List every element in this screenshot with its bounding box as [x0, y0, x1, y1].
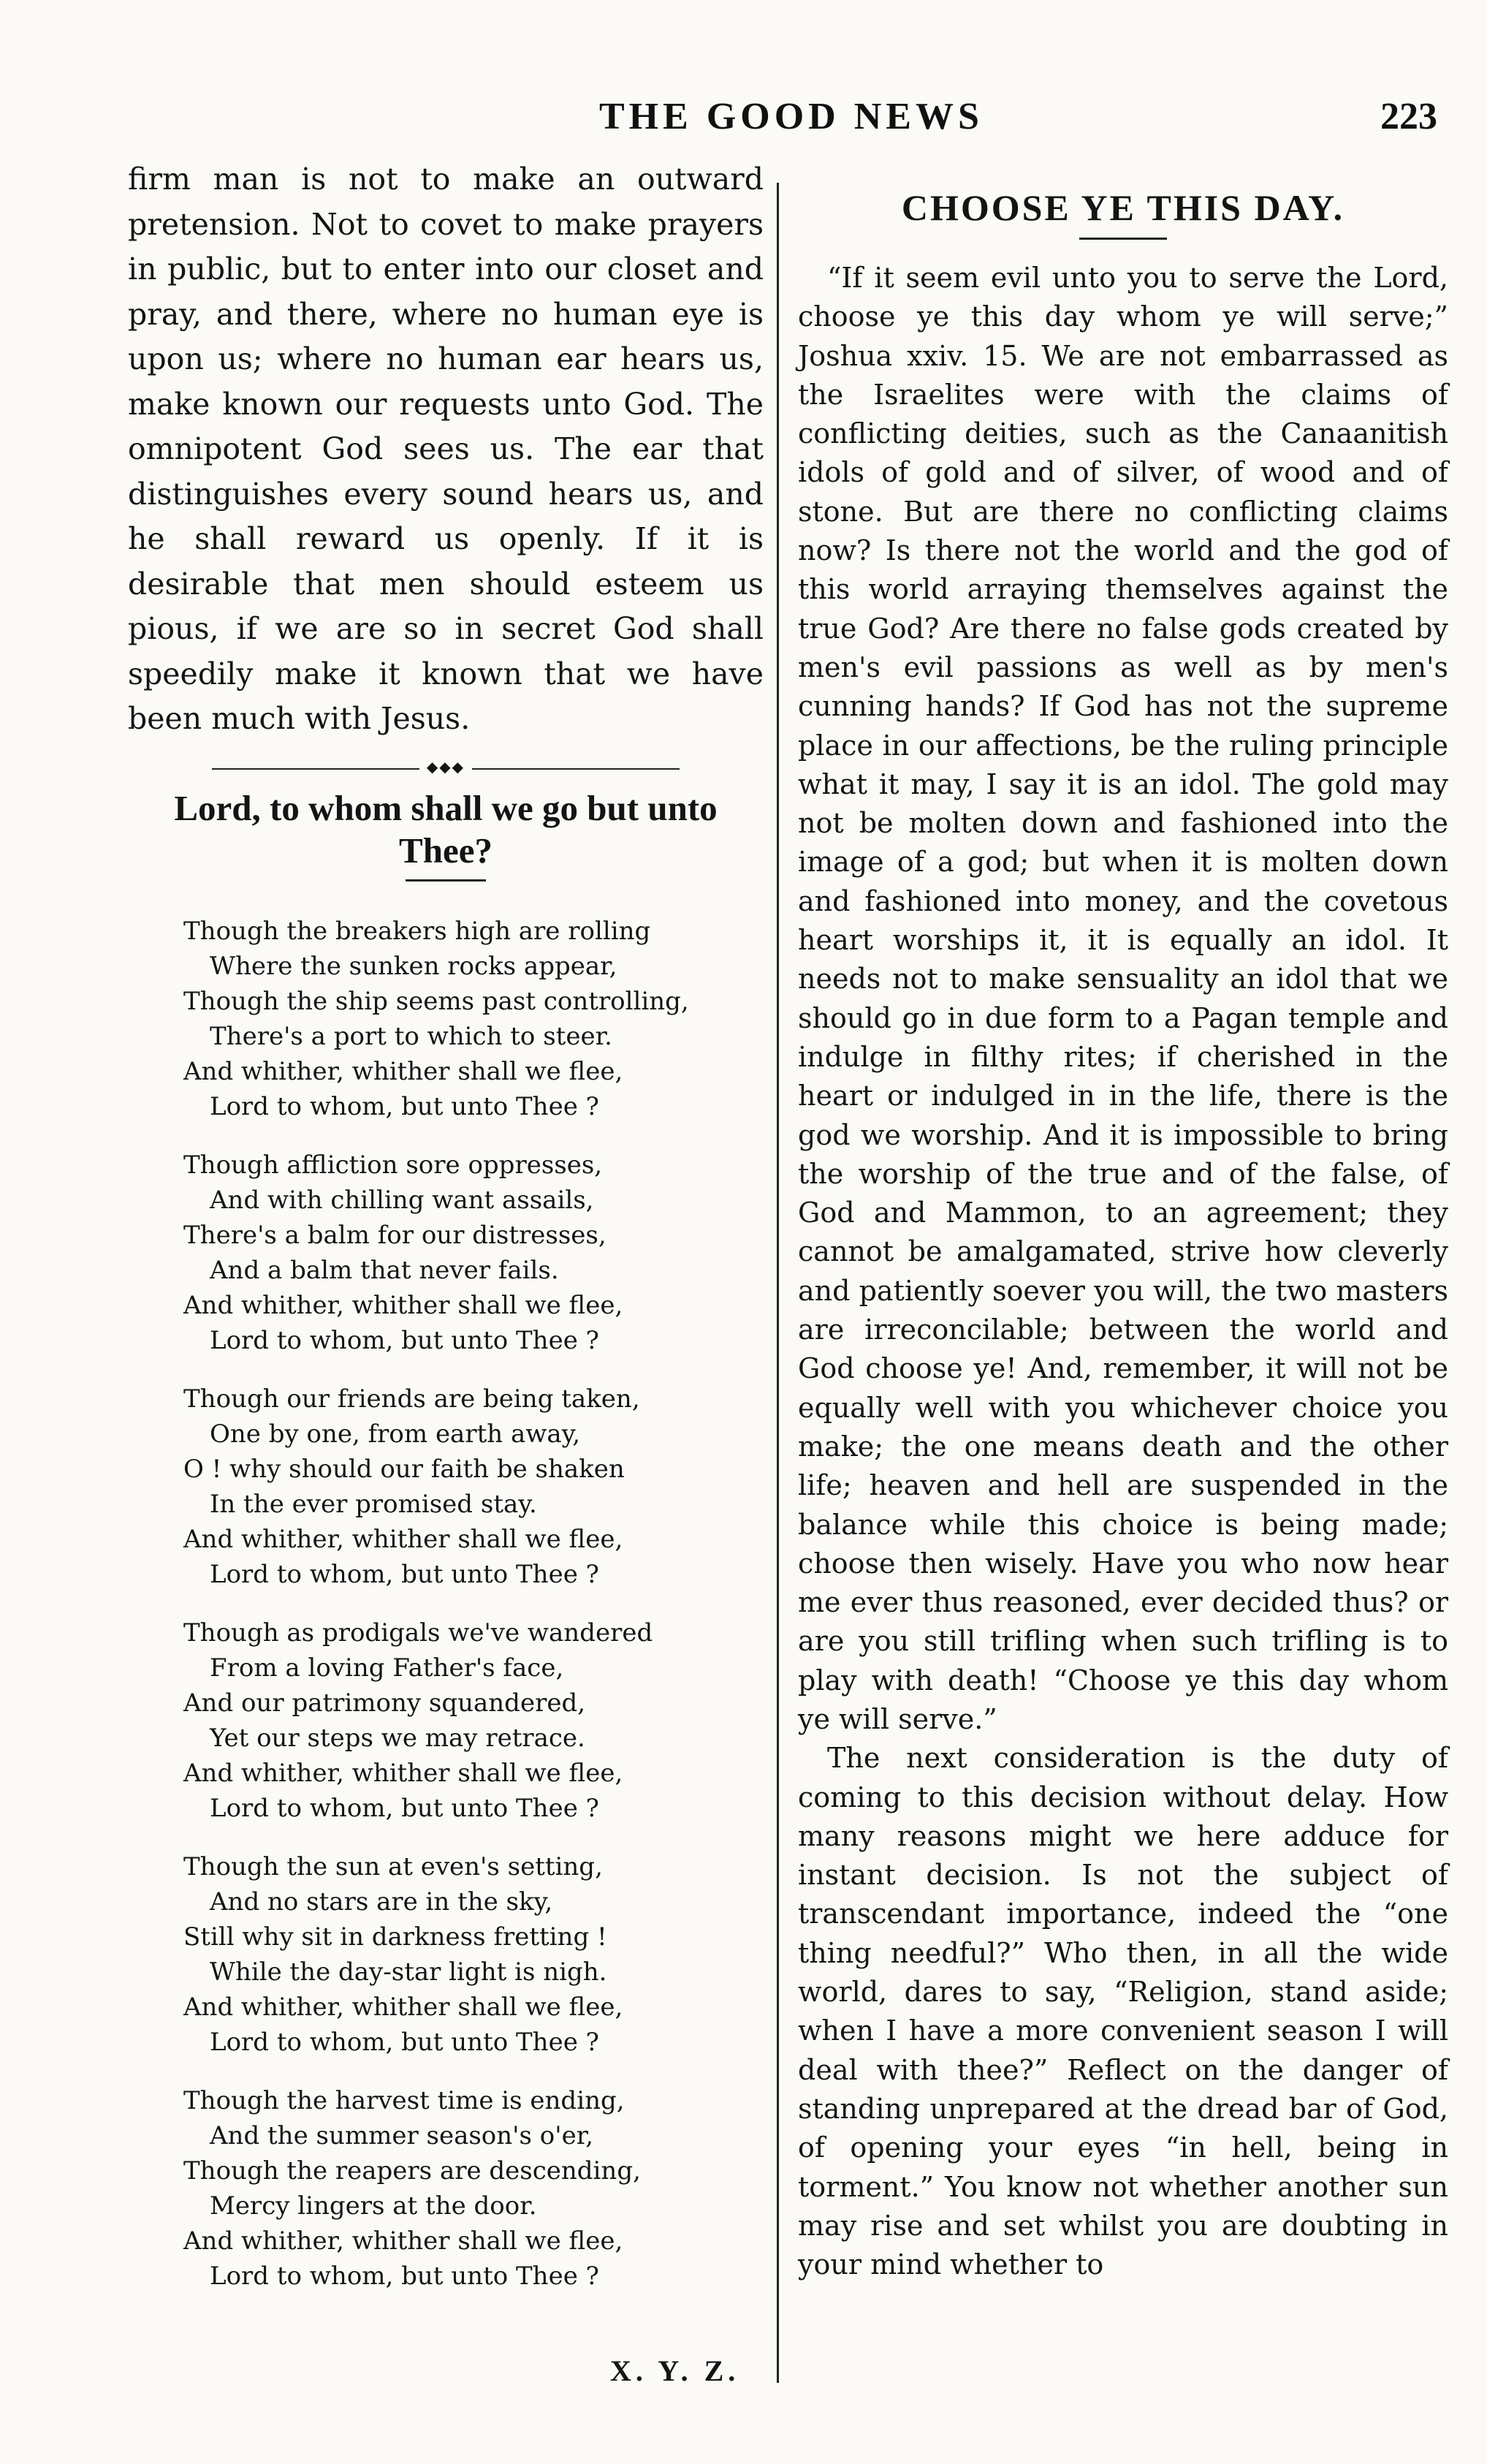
stanza-4 [183, 1615, 764, 1826]
verse-line: Lord to whom, but unto Thee ? [210, 1793, 599, 1823]
verse-line: Lord to whom, but unto Thee ? [210, 1325, 599, 1355]
verse-line: Though our friends are being taken, [183, 1384, 640, 1414]
verse-line: One by one, from earth away, [210, 1419, 581, 1449]
verse-line: There's a port to which to steer. [210, 1021, 612, 1051]
verse-line: And whither, whither shall we flee, [183, 1758, 623, 1788]
article-title-rule [1079, 238, 1167, 240]
divider-ornament: ◆◆◆ [419, 756, 472, 778]
verse-line: Mercy lingers at the door. [210, 2191, 537, 2221]
verse-line: And whither, whither shall we flee, [183, 1524, 623, 1554]
verse-line: And whither, whither shall we flee, [183, 1290, 623, 1320]
stanza-5 [183, 1849, 764, 2060]
verse-line: Lord to whom, but unto Thee ? [210, 2261, 599, 2291]
left-column [128, 157, 764, 2317]
verse-line: Lord to whom, but unto Thee ? [210, 1091, 599, 1121]
verse-line: And our patrimony squandered, [183, 1688, 586, 1718]
verse-line: And whither, whither shall we flee, [183, 2226, 623, 2256]
verse-line: Lord to whom, but unto Thee ? [210, 1559, 599, 1589]
verse-line: O ! why should our faith be shaken [183, 1454, 625, 1484]
verse-line: Still why sit in darkness fretting ! [183, 1922, 607, 1952]
verse-line: And a balm that never fails. [210, 1255, 559, 1285]
stanza-2 [183, 1148, 764, 1358]
verse-line: Lord to whom, but unto Thee ? [210, 2027, 599, 2057]
verse-line: Though the sun at even's setting, [183, 1851, 603, 1881]
poem-title: Lord, to whom shall we go but unto Thee? [174, 787, 718, 871]
column-divider [777, 183, 779, 2383]
poem-title-rule [406, 879, 486, 882]
verse-line: In the ever promised stay. [210, 1489, 537, 1519]
verse-line: And whither, whither shall we flee, [183, 1992, 623, 2022]
verse-line: And whither, whither shall we flee, [183, 1056, 623, 1086]
verse-line: There's a balm for our distresses, [183, 1220, 606, 1250]
poem-signature: X. Y. Z. [610, 2354, 740, 2387]
stanza-6 [183, 2083, 764, 2294]
verse-line: And the summer season's o'er, [210, 2120, 594, 2150]
poem [183, 914, 764, 2294]
verse-line: While the day-star light is nigh. [210, 1957, 607, 1987]
article-title: CHOOSE YE THIS DAY. [901, 187, 1345, 228]
verse-line: Where the sunken rocks appear, [210, 951, 617, 981]
running-head: THE GOOD NEWS [599, 96, 984, 137]
verse-line: Though affliction sore oppresses, [183, 1150, 603, 1180]
verse-line: Though as prodigals we've wandered [183, 1618, 653, 1648]
section-divider [212, 757, 680, 776]
verse-line: Though the harvest time is ending, [183, 2085, 625, 2115]
verse-line: Though the reapers are descending, [183, 2156, 641, 2186]
verse-line: Though the breakers high are rolling [183, 916, 651, 946]
verse-line: From a loving Father's face, [210, 1653, 564, 1683]
verse-line: Yet our steps we may retrace. [210, 1723, 585, 1753]
stanza-3 [183, 1381, 764, 1592]
article-paragraph-2: The next consideration is the duty of coming to this decision without delay. How many reasons might we here adduce for instant decision. Is not the subject of transcendant importance, indeed the “one thing needful?” Who then, in all the wide world, dares to say, “Religion, stand aside; when I have a more convenient season I will deal with thee?” Reflect on the danger of standing unprepared at the dread bar of God, of opening your eyes “in hell, being in torment.” You know not whether another sun may rise and set whilst you are doubting in your mind whether to [798, 1742, 1448, 2281]
verse-line: Though the ship seems past controlling, [183, 986, 689, 1016]
verse-line: And no stars are in the sky, [210, 1887, 553, 1917]
article-paragraph-1: “If it seem evil unto you to serve the Lord, choose ye this day whom ye will serve;” Joshua xxiv. 15. We are not embarrassed as the Israelites were with the claims of conflicting deities, such as the Canaanitish idols of gold and of silver, of wood and of stone. But are there no conflicting claims now? Is there not the world and the god of this world arraying themselves against the true God? Are there no false gods created by men's evil passions as well as by men's cunning hands? If God has not the supreme place in our affections, be the ruling principle what it may, I say it is an idol. The gold may not be molten down and fashioned into the image of a god; but when it is molten down and fashioned into money, and the covetous heart worships it, it is equally an idol. It needs not to make sensuality an idol that we should go in due form to a Pagan temple and indulge in filthy rites; if cherished in the heart or indulged in in the life, there is the god we worship. And it is impossible to bring the worship of the true and of the false, of God and Mammon, to an agreement; they cannot be amalgamated, strive how cleverly and patiently soever you will, the two masters are irreconcilable; between the world and God choose ye! And, remember, it will not be equally well with you whichever choice you make; the one means death and the other life; heaven and hell are suspended in the balance while this choice is being made; choose then wisely. Have you who now hear me ever thus reasoned, ever decided thus? or are you still trifling when such trifling is to play with death! “Choose ye this day whom ye will serve.” [798, 262, 1448, 1735]
stanza-1 [183, 914, 764, 1124]
verse-line: And with chilling want assails, [210, 1185, 594, 1215]
opening-paragraph: firm man is not to make an outward pretension. Not to covet to make prayers in public, but to enter into our closet and pray, and there, where no human eye is upon us; where no human ear hears us, make known our requests unto God. The omnipotent God sees us. The ear that distinguishes every sound hears us, and he shall reward us openly. If it is desirable that men should esteem us pious, if we are so in secret God shall speedily make it known that we have been much with Jesus. [128, 162, 764, 736]
right-column [798, 186, 1448, 2284]
page-number: 223 [1380, 96, 1437, 137]
